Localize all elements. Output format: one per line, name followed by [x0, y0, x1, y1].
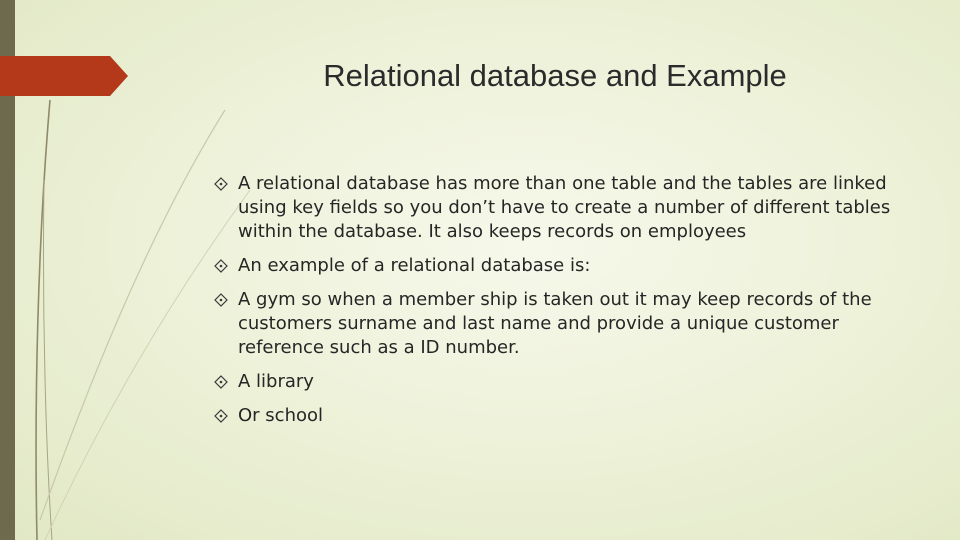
- bullet-text: A library: [238, 371, 314, 392]
- bullet-item: [214, 254, 894, 278]
- bullet-text: Or school: [238, 405, 323, 426]
- bullet-item: [214, 404, 894, 428]
- bullet-item: [214, 370, 894, 394]
- slide-title: Relational database and Example: [323, 58, 787, 93]
- diamond-bullet-icon: [214, 375, 228, 389]
- diamond-bullet-icon: [214, 177, 228, 191]
- bullet-item: [214, 172, 894, 244]
- bullet-text: A relational database has more than one table and the tables are linked using key fields so you don’t have to create a number of different tables within the database. It also keeps records on employees: [238, 173, 891, 242]
- diamond-bullet-icon: [214, 293, 228, 307]
- bullet-text: A gym so when a member ship is taken out it may keep records of the customers surname and last name and provide a unique customer reference such as a ID number.: [238, 289, 872, 358]
- diamond-bullet-icon: [214, 409, 228, 423]
- bullet-text: An example of a relational database is:: [238, 255, 591, 276]
- bullet-item: [214, 288, 894, 360]
- diamond-bullet-icon: [214, 259, 228, 273]
- title-accent-tab: [0, 56, 128, 96]
- bullet-list: [214, 172, 894, 438]
